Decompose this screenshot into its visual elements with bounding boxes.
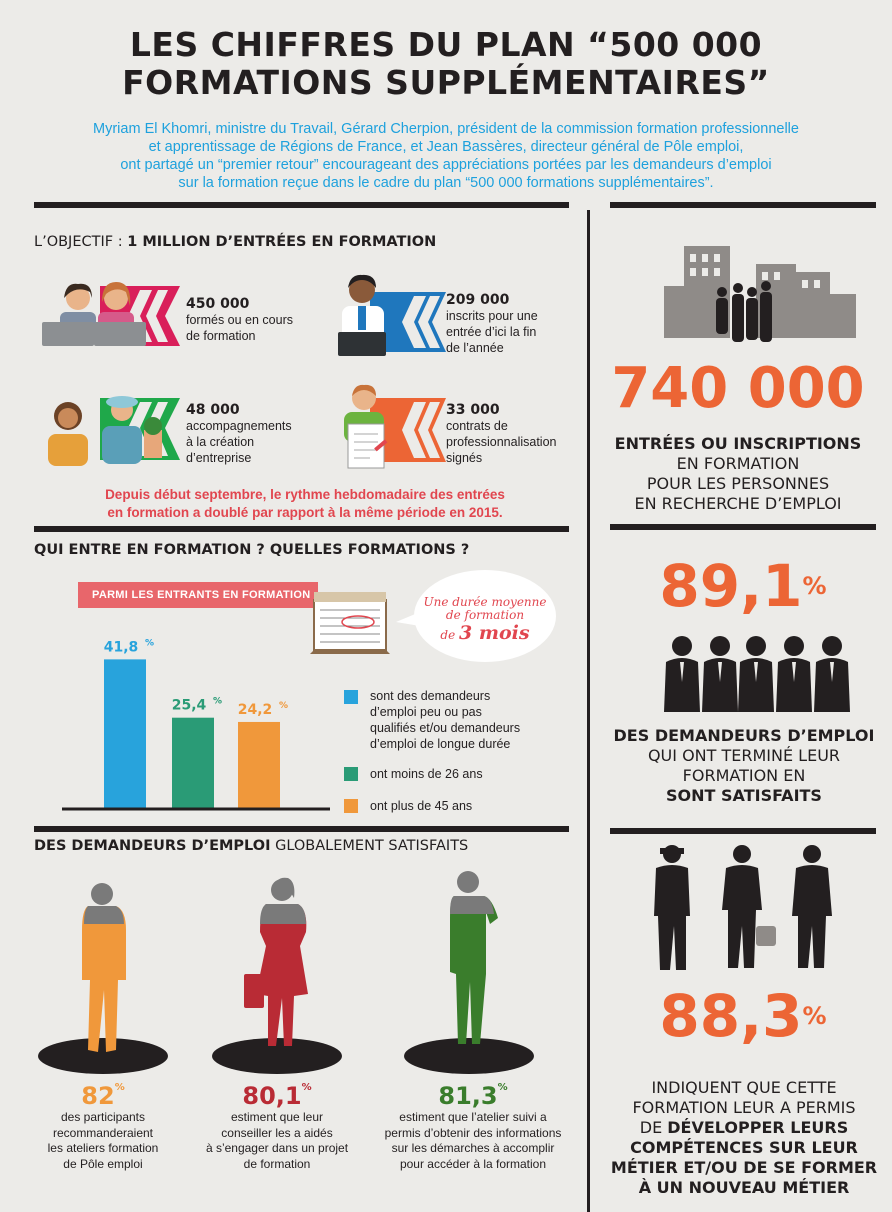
- legend-line: d’emploi peu ou pas: [370, 705, 482, 719]
- section-divider: [34, 526, 569, 532]
- bar: [238, 722, 280, 808]
- stat-891: [610, 554, 876, 618]
- objectif-number: 33 000: [446, 402, 500, 418]
- duree-bubble: [414, 570, 556, 662]
- intro-line: Myriam El Khomri, ministre du Travail, Gérard Cherpion, président de la commission formation professionnelle: [93, 121, 799, 137]
- objectif-text: signés: [446, 451, 483, 465]
- stat-line: les ateliers formation: [47, 1141, 159, 1155]
- legend-line: ont moins de 26 ans: [370, 767, 483, 781]
- stat-value: 89,1: [659, 552, 803, 620]
- bubble-prefix: de: [440, 628, 460, 642]
- qui-entre-heading: QUI ENTRE EN FORMATION ? QUELLES FORMATIONS ?: [34, 542, 470, 558]
- stat-line: à s’engager dans un projet: [205, 1141, 349, 1155]
- man-walking-icon: [60, 880, 150, 1060]
- satisfait-stat-2: [192, 1082, 362, 1172]
- objectif-number: 48 000: [186, 402, 240, 418]
- objectif-number: 450 000: [186, 296, 250, 312]
- bubble-duration: 3 mois: [459, 622, 530, 644]
- stat-line: recommanderaient: [52, 1125, 154, 1140]
- satisfaits-heading-light: GLOBALEMENT SATISFAITS: [270, 838, 469, 854]
- objectif-heading-main: 1 MILLION D’ENTRÉES EN FORMATION: [127, 234, 437, 250]
- section-divider: [610, 524, 876, 530]
- stat-740000: 740 000: [611, 356, 865, 421]
- stat-value: 80,1: [242, 1082, 302, 1110]
- stat-value: 81,3: [438, 1082, 498, 1110]
- objectif-heading: [34, 234, 436, 250]
- legend-item: [344, 798, 574, 818]
- bar-chart: [60, 630, 340, 814]
- bubble-line: Une durée moyenne: [423, 595, 547, 609]
- caption-line: ENTRÉES OU INSCRIPTIONS: [614, 434, 862, 453]
- satisfaits-heading: [34, 838, 468, 854]
- objectif-text: formés ou en cours: [186, 313, 293, 327]
- caption-line: FORMATION LEUR A PERMIS: [632, 1098, 856, 1117]
- chart-legend: [344, 688, 574, 818]
- caption-line: MÉTIER ET/OU DE SE FORMER: [610, 1158, 878, 1177]
- stat-883: [610, 984, 876, 1048]
- objectif-text: professionnalisation: [446, 435, 557, 449]
- stat-line: estiment que l’atelier suivi a: [399, 1110, 547, 1124]
- bar: [104, 659, 146, 808]
- bar-label: 41,8: [103, 639, 139, 656]
- caption-line: EN RECHERCHE D’EMPLOI: [634, 494, 842, 513]
- objectif-text: de formation: [186, 329, 256, 343]
- bar-unit: %: [145, 638, 155, 649]
- legend-swatch: [344, 690, 358, 704]
- caption-line: COMPÉTENCES SUR LEUR: [630, 1138, 858, 1157]
- caption-line: SONT SATISFAITS: [666, 786, 822, 805]
- caption-line: DES DEMANDEURS D’EMPLOI: [613, 726, 875, 745]
- stat-891-caption: [600, 726, 888, 806]
- objectif-text: entrée d’ici la fin: [446, 325, 537, 339]
- section-divider: [34, 826, 569, 832]
- objectif-text: de l’année: [446, 341, 504, 355]
- rythme-text: [40, 486, 570, 522]
- column-divider: [587, 210, 590, 1212]
- legend-item: [344, 766, 574, 798]
- bar-label: 24,2: [237, 701, 273, 718]
- bubble-tail: [396, 610, 420, 630]
- bar-unit: %: [279, 700, 289, 711]
- entrants-banner: PARMI LES ENTRANTS EN FORMATION: [78, 582, 318, 608]
- stat-740000-caption: [600, 434, 876, 514]
- objectif-text: inscrits pour une: [446, 309, 538, 323]
- man-phone-icon: [430, 868, 520, 1054]
- stat-line: conseiller les a aidés: [221, 1125, 333, 1140]
- caption-line: QUI ONT TERMINÉ LEUR: [647, 746, 841, 765]
- caption-line: DE DÉVELOPPER LEURS: [639, 1118, 849, 1137]
- stat-line: de formation: [243, 1156, 311, 1171]
- stat-unit: %: [114, 1082, 125, 1093]
- legend-line: sont des demandeurs: [370, 689, 491, 703]
- legend-swatch: [344, 799, 358, 813]
- page-title: [0, 26, 892, 102]
- stat-line: sur les démarches à accomplir: [391, 1141, 555, 1155]
- group-people-icon: [652, 628, 868, 712]
- legend-text: [370, 688, 520, 752]
- stat-line: des participants: [60, 1110, 146, 1124]
- people-laptop-icon: [40, 276, 185, 356]
- stat-value: 82: [81, 1082, 115, 1110]
- satisfaits-heading-bold: DES DEMANDEURS D’EMPLOI: [34, 838, 271, 854]
- legend-line: qualifiés et/ou demandeurs: [370, 721, 521, 735]
- bar: [172, 718, 214, 808]
- rythme-line: en formation a doublé par rapport à la même période en 2015.: [107, 505, 503, 520]
- legend-line: d’emploi de longue durée: [370, 737, 511, 751]
- page-title-line1: LES CHIFFRES DU PLAN “500 000: [129, 25, 763, 64]
- caption-line: EN FORMATION: [676, 454, 800, 473]
- city-crowd-icon: [656, 236, 866, 346]
- stat-unit: %: [497, 1082, 508, 1093]
- stat-unit: %: [802, 1002, 827, 1030]
- intro-line: sur la formation reçue dans le cadre du plan “500 000 formations supplémentaires”.: [178, 175, 714, 191]
- legend-item: [344, 688, 574, 751]
- objectif-text: accompagnements: [186, 419, 292, 433]
- rythme-line: Depuis début septembre, le rythme hebdomadaire des entrées: [105, 487, 505, 502]
- intro-line: ont partagé un “premier retour” encourageant des appréciations portées par les demandeurs d’emploi: [120, 157, 772, 173]
- stat-line: de Pôle emploi: [63, 1156, 143, 1171]
- woman-walking-icon: [236, 876, 326, 1056]
- caption-line: À UN NOUVEAU MÉTIER: [638, 1178, 850, 1197]
- objectif-item-3: [186, 402, 292, 466]
- satisfait-stat-3: [368, 1082, 578, 1172]
- stat-line: estiment que leur: [230, 1110, 324, 1124]
- stat-value: 88,3: [659, 982, 803, 1050]
- stat-unit: %: [301, 1082, 312, 1093]
- workers-icon: [642, 840, 842, 980]
- objectif-text: contrats de: [446, 419, 508, 433]
- objectif-number: 209 000: [446, 292, 510, 308]
- intro-text: [20, 120, 872, 192]
- objectif-text: d’entreprise: [186, 451, 252, 465]
- page-title-line2: FORMATIONS SUPPLÉMENTAIRES”: [122, 63, 770, 102]
- section-divider: [610, 202, 876, 208]
- man-laptop-icon: [330, 270, 450, 360]
- entrepreneurs-icon: [40, 386, 185, 470]
- section-divider: [34, 202, 569, 208]
- stat-unit: %: [802, 572, 827, 600]
- bar-label: 25,4: [171, 697, 207, 714]
- caption-line: INDIQUENT QUE CETTE: [651, 1078, 837, 1097]
- contract-signing-icon: [330, 384, 450, 474]
- objectif-item-4: [446, 402, 557, 466]
- bar-unit: %: [213, 696, 223, 707]
- objectif-item-1: [186, 296, 293, 344]
- objectif-item-2: [446, 292, 538, 356]
- legend-line: ont plus de 45 ans: [370, 799, 473, 813]
- caption-line: FORMATION EN: [682, 766, 806, 785]
- stat-883-caption: [600, 1078, 888, 1198]
- caption-line: POUR LES PERSONNES: [646, 474, 830, 493]
- stat-line: permis d’obtenir des informations: [384, 1125, 562, 1140]
- bubble-line: de formation: [445, 608, 525, 622]
- stat-line: pour accéder à la formation: [399, 1156, 547, 1171]
- satisfait-stat-1: [18, 1082, 188, 1172]
- legend-swatch: [344, 767, 358, 781]
- section-divider: [610, 828, 876, 834]
- objectif-heading-prefix: L’OBJECTIF :: [34, 234, 128, 250]
- intro-line: et apprentissage de Régions de France, et Jean Bassères, directeur général de Pôle emploi,: [148, 139, 744, 155]
- objectif-text: à la création: [186, 435, 255, 449]
